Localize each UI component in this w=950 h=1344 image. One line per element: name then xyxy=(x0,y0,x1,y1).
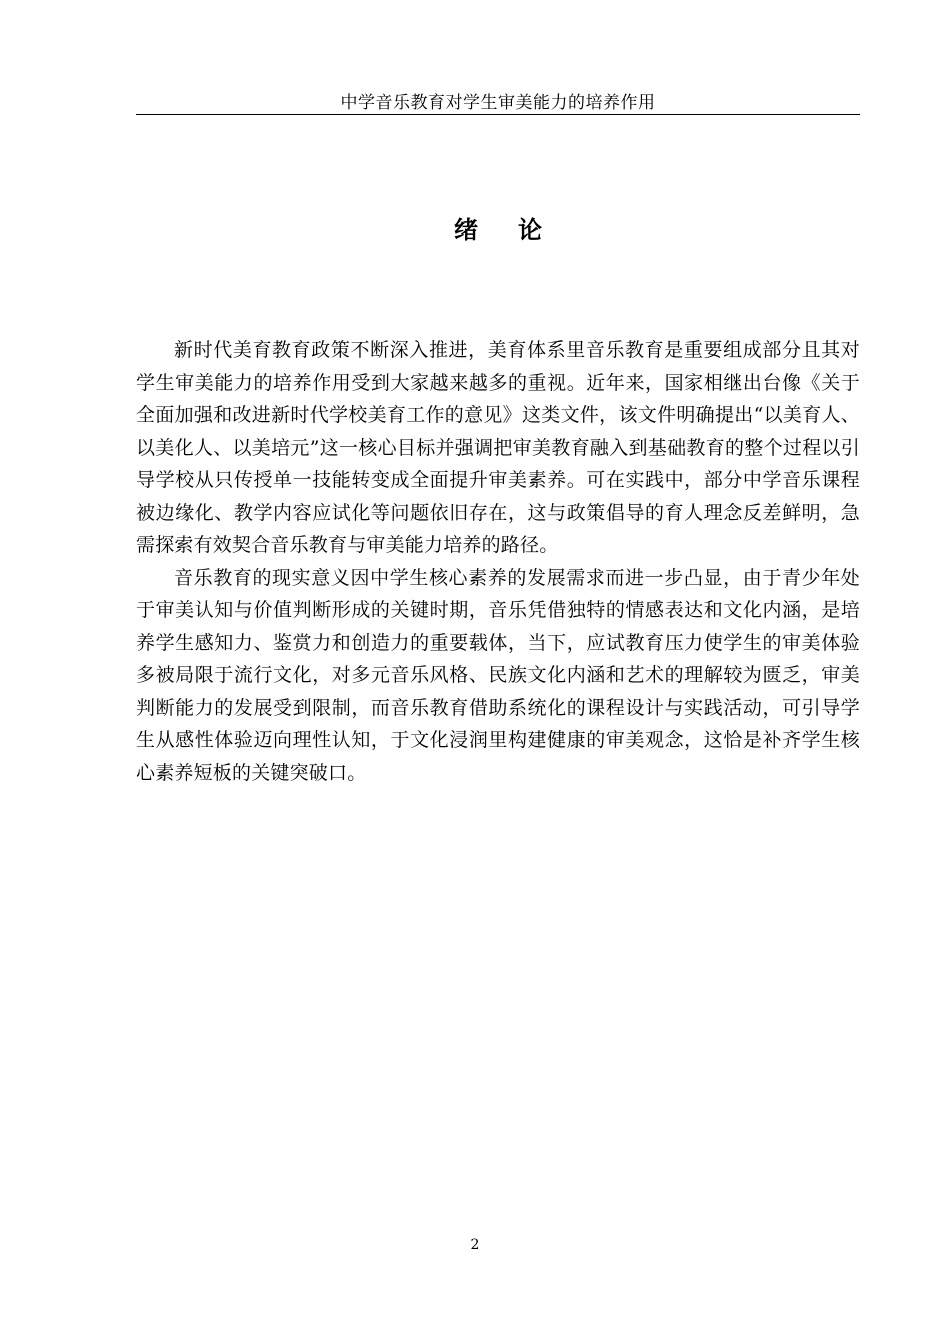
paragraph-1: 新时代美育教育政策不断深入推进，美育体系里音乐教育是重要组成部分且其对学生审美能力的培养作用受到大家越来越多的重视。近年来，国家相继出台像《关于全面加强和改进新时代学校美育工作的意见》这类文件，该文件明确提出“以美育人、以美化人、以美培元”这一核心目标并强调把审美教育融入到基础教育的整个过程以引导学校从只传授单一技能转变成全面提升审美素养。可在实践中，部分中学音乐课程被边缘化、教学内容应试化等问题依旧存在，这与政策倡导的育人理念反差鲜明，急需探索有效契合音乐教育与审美能力培养的路径。 xyxy=(136,339,860,556)
page-number: 2 xyxy=(470,1237,480,1253)
body-text xyxy=(136,334,860,789)
running-header: 中学音乐教育对学生审美能力的培养作用 xyxy=(340,93,656,113)
chapter-title-char-2: 论 xyxy=(518,216,542,244)
header-rule xyxy=(136,114,860,115)
paragraph-2: 音乐教育的现实意义因中学生核心素养的发展需求而进一步凸显，由于青少年处于审美认知与价值判断形成的关键时期，音乐凭借独特的情感表达和文化内涵，是培养学生感知力、鉴赏力和创造力的重要载体，当下，应试教育压力使学生的审美体验多被局限于流行文化，对多元音乐风格、民族文化内涵和艺术的理解较为匮乏，审美判断能力的发展受到限制，而音乐教育借助系统化的课程设计与实践活动，可引导学生从感性体验迈向理性认知，于文化浸润里构建健康的审美观念，这恰是补齐学生核心素养短板的关键突破口。 xyxy=(136,566,860,784)
chapter-title xyxy=(136,214,860,246)
chapter-title-char-1: 绪 xyxy=(454,216,478,244)
